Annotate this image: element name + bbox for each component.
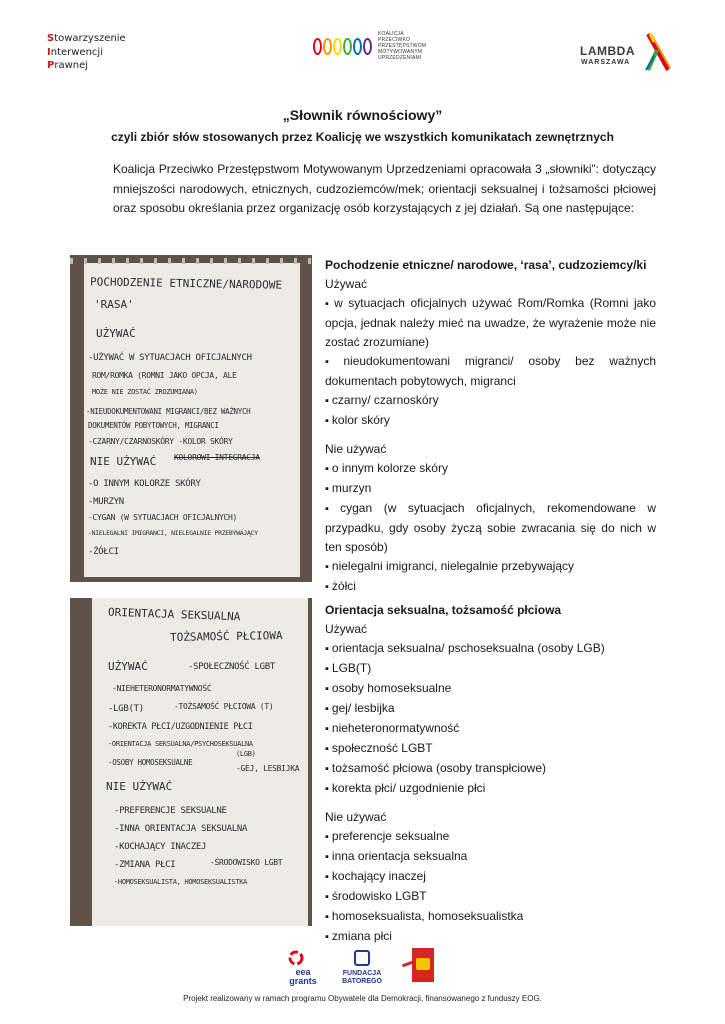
list-item: ▪ cygan (w sytuacjach oficjalnych, rekomendowane w przypadku, gdy osoby życzą sobie zwracania się do nich w ten sposób) [325,499,656,557]
photo-text: -CZARNY/CZARNOSKÓRY -KOLOR SKÓRY [88,437,233,446]
photo-text: (LGB) [236,750,256,758]
section-orientation-use-label: Używać [325,622,368,636]
photo-text: KOLOROWI INTEGRACJA [174,453,260,462]
photo-text: -CYGAN (W SYTUACJACH OFICJALNYCH) [88,513,238,522]
photo-text: 'RASA' [94,298,134,311]
list-item: ▪ środowisko LGBT [325,887,656,907]
list-item: ▪ nieheteronormatywność [325,719,656,739]
batory-logo-text-2: BATOREGO [342,978,382,985]
photo-text: -UŻYWAĆ W SYTUACJACH OFICJALNYCH [88,353,252,363]
intro-paragraph: Koalicja Przeciwko Przestępstwom Motywowanym Uprzedzeniami opracowała 3 „słowniki”: dotyczący mniejszości narodowych, etnicznych, cudzoziemców/mek; orientacji seksualnej i tożsamości płciowej oraz sposobu określania przez organizację osób korzystających z jej działań. Są one następujące: [113,162,656,215]
photo-text: TOŻSAMOŚĆ PŁCIOWA [169,629,283,644]
lambda-logo [580,32,675,72]
koalicja-logo [313,31,426,61]
list-item: ▪ korekta płci/ uzgodnienie płci [325,779,656,799]
photo-text: DOKUMENTÓW POBYTOWYCH, MIGRANCI [88,421,219,430]
photo-text: -PREFERENCJE SEKSUALNE [114,806,227,816]
photo-text: POCHODZENIE ETNICZNE/NARODOWE [89,275,283,292]
list-item: ▪ o innym kolorze skóry [325,459,656,479]
list-item: ▪ murzyn [325,479,656,499]
eea-grants-logo-text: eea grants [289,967,317,986]
flipchart-photo-ethnic [70,255,312,582]
sip-logo-line-2: Interwencji [47,46,103,58]
photo-text: -ŻÓŁCI [88,547,119,557]
section-ethnic-use-list [325,294,656,431]
footer-note: Projekt realizowany w ramach programu Obywatele dla Demokracji, finansowanego z funduszy EOG. [183,994,542,1003]
list-item: ▪ nielegalni imigranci, nielegalnie przebywający [325,557,656,577]
koalicja-logo-text [378,31,426,61]
koalicja-text-4: MOTYWOWANYM [378,49,423,55]
list-item: ▪ zmiana płci [325,927,656,947]
photo-text: -KOREKTA PŁCI/UZGODNIENIE PŁCI [108,722,253,732]
photo-text: -MURZYN [88,497,124,507]
lambda-logo-word: LAMBDA [580,44,635,58]
photo-text: -HOMOSEKSUALISTA, HOMOSEKSUALISTKA [114,878,248,886]
section-orientation-dont-label: Nie używać [325,810,387,824]
list-item: ▪ kolor skóry [325,411,656,431]
photo-text: -ŚRODOWISKO LGBT [210,858,283,867]
photo-text: ORIENTACJA SEKSUALNA [107,605,241,624]
list-item: ▪ preferencje seksualne [325,827,656,847]
photo-text: -O INNYM KOLORZE SKÓRY [88,479,201,489]
photo-text: -OSOBY HOMOSEKSUALNE [108,758,193,767]
page-title: „Słownik równościowy” [282,107,443,123]
obywatele-logo-icon [402,948,436,982]
batory-logo-icon [354,950,370,966]
photo-text: -NIELEGALNI IMIGRANCI, NIELEGALNIE PRZEBYWAJĄCY [88,529,258,537]
photo-text: ROM/ROMKA (ROMNI JAKO OPCJA, ALE [92,371,237,380]
list-item: ▪ społeczność LGBT [325,739,656,759]
photo-text: -SPOŁECZNOŚĆ LGBT [188,662,276,672]
photo-text: -ORIENTACJA SEKSUALNA/PSYCHOSEKSUALNA [108,740,253,748]
photo-text: NIE UŻYWAĆ [90,455,157,468]
section-orientation-heading: Orientacja seksualna, tożsamość płciowa [325,603,562,617]
photo-text: -TOŻSAMOŚĆ PŁCIOWA (T) [174,702,274,711]
list-item: ▪ homoseksualista, homoseksualistka [325,907,656,927]
sip-logo [47,32,126,73]
photo-text: -INNA ORIENTACJA SEKSUALNA [114,824,248,834]
list-item: ▪ gej/ lesbijka [325,699,656,719]
footer-logos [280,948,450,988]
section-ethnic-heading: Pochodzenie etniczne/ narodowe, ‘rasa’, cudzoziemcy/ki [325,258,647,272]
photo-text: -ZMIANA PŁCI [114,860,176,870]
eea-grants-icon [288,950,304,966]
photo-text: UŻYWAĆ [108,660,148,673]
koalicja-text-5: UPRZEDZENIAMI [378,55,422,61]
koalicja-rings-icon [313,38,372,55]
list-item: ▪ inna orientacja seksualna [325,847,656,867]
section-ethnic-dont-list [325,459,656,597]
sip-logo-line-1: Stowarzyszenie [47,33,126,44]
sip-logo-line-3: Prawnej [47,60,89,71]
batory-logo-text-1: FUNDACJA [342,970,382,977]
section-orientation-use-list [325,639,656,799]
section-orientation [325,601,656,947]
photo-text: -NIEHETERONORMATYWNOŚĆ [112,684,212,693]
photo-text: NIE UŻYWAĆ [106,780,173,793]
list-item: ▪ orientacja seksualna/ pschoseksualna (osoby LGB) [325,639,656,659]
list-item: ▪ LGB(T) [325,659,656,679]
section-ethnic-use-label: Używać [325,277,368,291]
list-item: ▪ kochający inaczej [325,867,656,887]
flipchart-photo-orientation [70,598,312,926]
list-item: ▪ żółci [325,577,656,597]
koalicja-text-2: PRZECIWKO [378,37,411,43]
list-item: ▪ osoby homoseksualne [325,679,656,699]
photo-text: MOŻE NIE ZOSTAĆ ZROZUMIANA) [92,388,198,396]
lambda-logo-sub: WARSZAWA [581,59,631,66]
list-item: ▪ czarny/ czarnoskóry [325,391,656,411]
list-item: ▪ w sytuacjach oficjalnych używać Rom/Romka (Romni jako opcja, jednak należy mieć na uwadze, że wyrażenie może nie zostać zrozumiane) [325,294,656,352]
koalicja-text-1: KOALICJA [378,31,404,37]
section-orientation-dont-list [325,827,656,947]
photo-text: -NIEUDOKUMENTOWANI MIGRANCI/BEZ WAŻNYCH [86,407,251,416]
list-item: ▪ nieudokumentowani migranci/ osoby bez ważnych dokumentach pobytowych, migranci [325,352,656,391]
photo-text: -KOCHAJĄCY INACZEJ [114,842,207,852]
page-subtitle: czyli zbiór słów stosowanych przez Koalicję we wszystkich komunikatach zewnętrznych [111,130,614,144]
section-ethnic-dont-label: Nie używać [325,442,387,456]
koalicja-text-3: PRZESTĘPSTWOM [378,43,427,49]
photo-text: -LGB(T) [108,704,144,714]
section-ethnic [325,256,656,597]
list-item: ▪ tożsamość płciowa (osoby transpłciowe) [325,759,656,779]
photo-text: -GEJ, LESBIJKA [236,764,300,773]
photo-text: UŻYWAĆ [96,327,136,340]
lambda-rainbow-icon [644,32,672,72]
